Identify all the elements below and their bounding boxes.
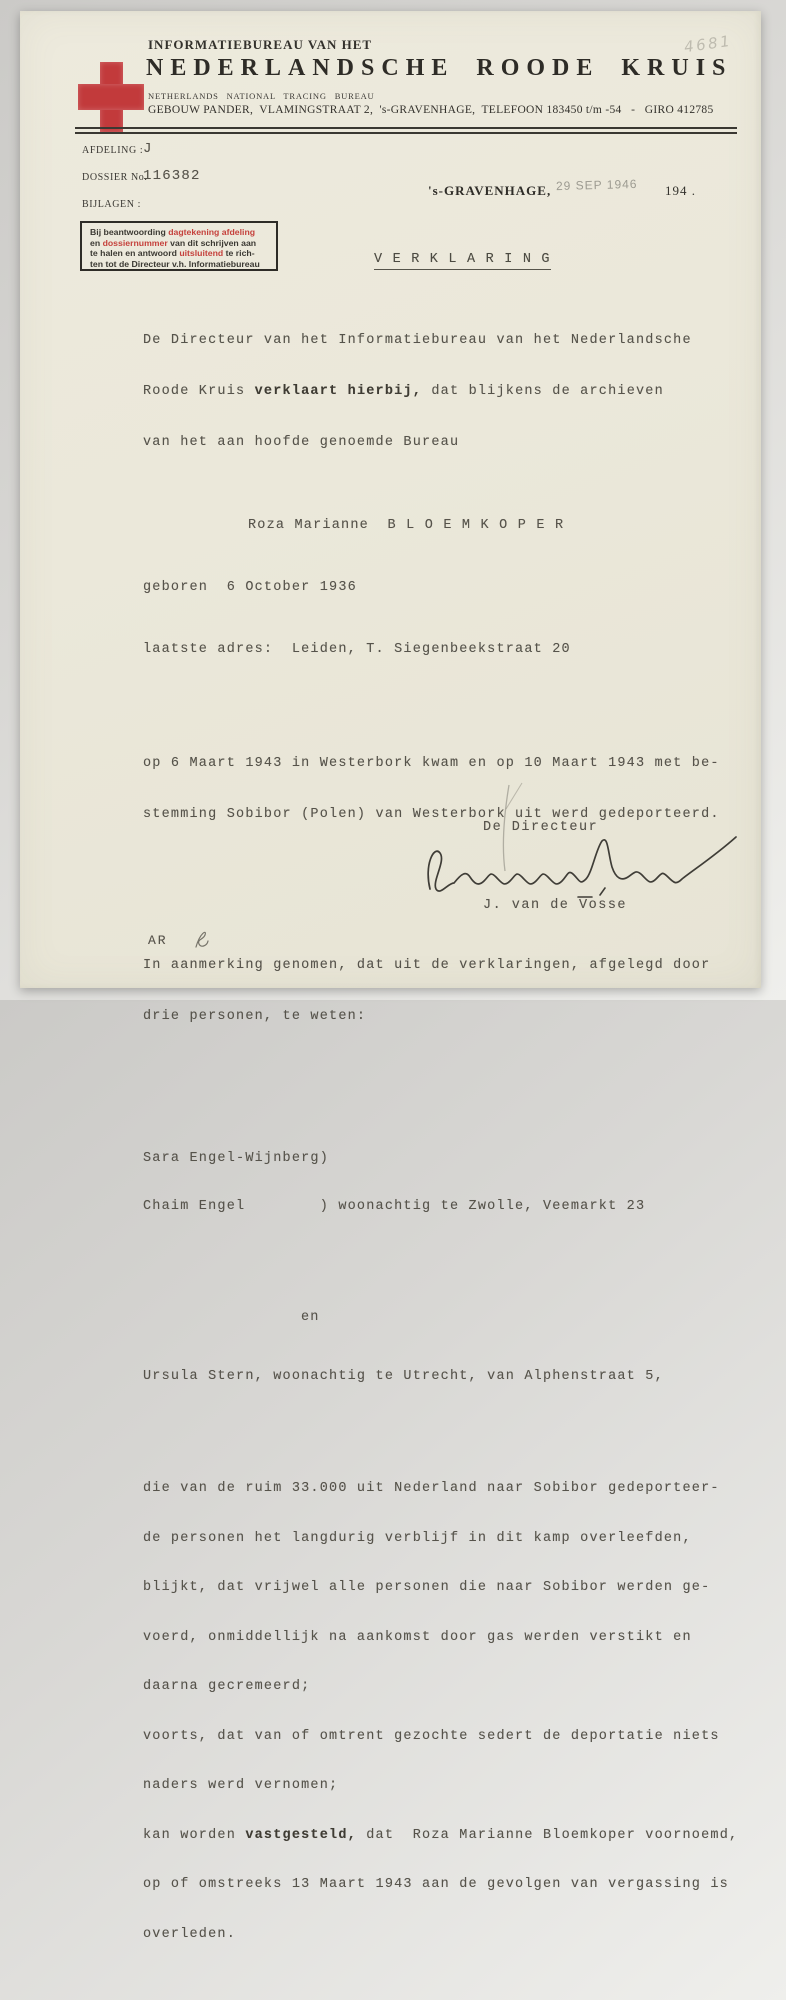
body-line: op of omstreeks 13 Maart 1943 aan de gevolgen van vergassing is bbox=[143, 1877, 729, 1892]
stamp-line bbox=[90, 238, 273, 249]
dossier-number: 116382 bbox=[143, 168, 201, 184]
body-line: In aanmerking genomen, dat uit de verklaringen, afgelegd door bbox=[143, 958, 711, 973]
witness-names-group bbox=[143, 1119, 748, 1247]
signatory-name: J. van de Vosse bbox=[483, 898, 628, 913]
body-line: voorts, dat van of omtrent gezochte sedert de deportatie niets bbox=[143, 1728, 720, 1744]
body-line bbox=[143, 1828, 748, 1845]
text-segment-red: dagtekening afdeling bbox=[168, 227, 256, 237]
text-segment: en bbox=[90, 237, 103, 248]
body-line: naders werd vernomen; bbox=[143, 1778, 339, 1793]
handwritten-paraph bbox=[190, 925, 216, 953]
stamp-line: ten tot de Directeur v.h. Informatiebureau bbox=[90, 258, 260, 269]
typist-initials: AR bbox=[148, 933, 168, 948]
body-line bbox=[143, 383, 748, 400]
body-line: die van de ruim 33.000 uit Nederland naar Sobibor gedeporteer- bbox=[143, 1481, 720, 1496]
text-segment: dat Roza Marianne Bloemkoper voornoemd, bbox=[356, 1827, 739, 1843]
body-line: op 6 Maart 1943 in Westerbork kwam en op 10 Maart 1943 met be- bbox=[143, 756, 720, 771]
text-segment: dat blijkens de archieven bbox=[422, 384, 664, 399]
red-cross-icon bbox=[78, 62, 144, 132]
stamp-line bbox=[90, 248, 273, 259]
afdeling-label: AFDELING : bbox=[82, 145, 144, 156]
body-line: van het aan hoofde genoemde Bureau bbox=[143, 435, 460, 450]
letterhead-divider bbox=[75, 127, 737, 134]
text-segment: te rich- bbox=[223, 248, 255, 258]
text-segment: van dit schrijven aan bbox=[167, 237, 257, 248]
body-line: De Directeur van het Informatiebureau van het Nederlandsche bbox=[143, 333, 692, 348]
body-line: daarna gecremeerd; bbox=[143, 1679, 311, 1694]
body-line: de personen het langdurig verblijf in dit kamp overleefden, bbox=[143, 1530, 692, 1546]
afdeling-value: J bbox=[143, 141, 153, 157]
witness-intro-paragraph bbox=[143, 923, 748, 1059]
letterhead-subtitle: NETHERLANDS NATIONAL TRACING BUREAU bbox=[148, 91, 375, 101]
text-segment: kan worden bbox=[143, 1827, 246, 1843]
letterhead-department: INFORMATIEBUREAU VAN HET bbox=[148, 37, 373, 52]
text-segment-bold: vastgesteld, bbox=[245, 1827, 357, 1843]
letterhead-org-name: NEDERLANDSCHE ROODE KRUIS bbox=[146, 55, 733, 81]
declaration-body bbox=[143, 298, 748, 2000]
witness-line: Chaim Engel ) woonachtig te Zwolle, Veemarkt 23 bbox=[143, 1199, 646, 1214]
text-segment: te halen en antwoord bbox=[90, 248, 180, 258]
signatory-title: De Directeur bbox=[483, 820, 599, 835]
witness-line: Sara Engel-Wijnberg) bbox=[143, 1151, 330, 1166]
printed-year: 194 . bbox=[665, 183, 696, 198]
birth-date-line: geboren 6 October 1936 bbox=[143, 580, 357, 595]
text-segment-red: dossiernummer bbox=[102, 237, 168, 248]
witness-line: Ursula Stern, woonachtig te Utrecht, van Alphenstraat 5, bbox=[143, 1369, 664, 1384]
handwritten-signature bbox=[410, 779, 750, 904]
text-segment: Bij beantwoording bbox=[90, 227, 169, 237]
pencil-archive-note: 4681 bbox=[682, 31, 734, 57]
body-line: overleden. bbox=[143, 1926, 237, 1942]
body-line: stemming Sobibor (Polen) van Westerbork uit werd gedeporteerd. bbox=[143, 807, 720, 822]
bijlagen-label: BIJLAGEN : bbox=[82, 199, 142, 210]
body-line: blijkt, dat vrijwel alle personen die naar Sobibor werden ge- bbox=[143, 1580, 711, 1595]
dossier-label: DOSSIER No. bbox=[82, 172, 148, 183]
last-address-line: laatste adres: Leiden, T. Siegenbeekstraat 20 bbox=[143, 642, 571, 657]
connector-word: en bbox=[301, 1310, 320, 1325]
text-segment-bold: verklaart hierbij, bbox=[254, 384, 423, 399]
conclusion-paragraph bbox=[143, 1448, 748, 1976]
stamp-line bbox=[90, 227, 273, 238]
text-segment: Roode Kruis bbox=[143, 384, 255, 399]
document-page bbox=[20, 11, 761, 1942]
text-segment-red: uitsluitend bbox=[179, 248, 224, 258]
reply-instruction-stamp bbox=[80, 221, 278, 271]
subject-name: Roza Marianne B L O E M K O P E R bbox=[248, 518, 565, 533]
declaration-heading: V E R K L A R I N G bbox=[374, 251, 551, 270]
letterhead-address: GEBOUW PANDER, VLAMINGSTRAAT 2, 's-GRAVENHAGE, TELEFOON 183450 t/m -54 - GIRO 412785 bbox=[148, 104, 714, 116]
body-line: voerd, onmiddellijk na aankomst door gas werden verstikt en bbox=[143, 1629, 692, 1645]
place-name: 's-GRAVENHAGE, bbox=[428, 183, 552, 198]
body-line: drie personen, te weten: bbox=[143, 1009, 367, 1024]
date-stamp: 29 SEP 1946 bbox=[555, 176, 638, 194]
